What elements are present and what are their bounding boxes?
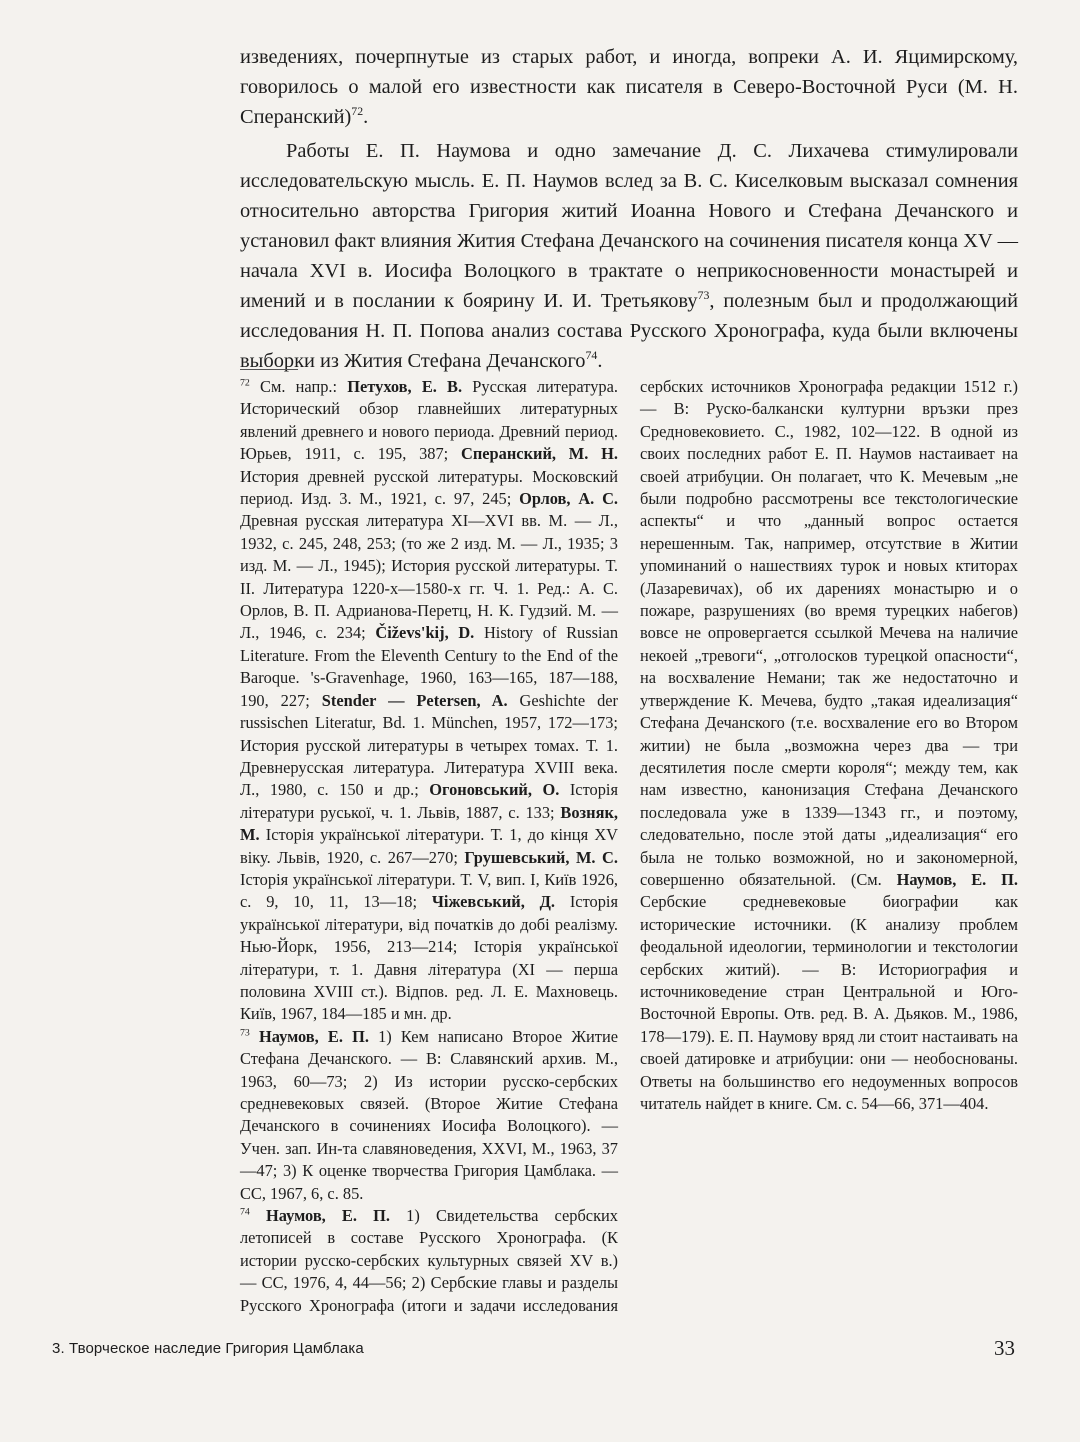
author-name: Возняк, М. [240,802,618,845]
footnote-number: 74 [240,1206,250,1218]
author-name: Орлов, А. С. [519,489,618,509]
footnote-ref-72[interactable]: 72 [351,104,364,119]
footnote-ref-73[interactable]: 73 [697,288,710,303]
paragraph-text: Работы Е. П. Наумова и одно замечание Д. С. Лихачева стимулировали исследовательскую мысль. Е. П. Наумов вслед за В. С. Киселковым высказал сомнения относительно авторства Григория житий Иоанна Нового и Стефана Дечанского и установил факт влияния Жития Стефана Дечанского на сочинения писателя конца XV — начала XVI в. Иосифа Волоцкого в трактате о неприкосновенности монастырей и имений и в послании к боярину И. И. Третьякову [240,140,1018,312]
footnotes [240,376,1018,1326]
footnote-72 [240,376,618,1026]
main-text [240,42,1018,376]
author-name: Грушевський, М. С. [464,847,618,867]
footnote-text: 1) Кем написано Второе Житие Стефана Дечанского. — В: Славянский архив. М., 1963, 60—73; 2) Из истории русско-сербских средневековых связей. (Второе Житие Стефана Дечанского в сочинениях Иосифа Волоцкого). — Учен. зап. Ин-та славяноведения, XXVI, М., 1963, 37—47; 3) К оценке творчества Григория Цамблака. — СС, 1967, 6, с. 85. [240,1026,618,1203]
paragraph-naumov [240,136,1018,376]
page-number: 33 [994,1336,1015,1360]
author-name: Чіжевський, Д. [431,892,556,912]
footnote-text: Древная русская литература XI—XVI вв. М. — Л., 1932, с. 245, 248, 253; (то же 2 изд. М. — Л., 1935; 3 изд. М. — Л., 1945); История русской литературы. Т. II. Литература 1220-х—1580-х гг. Ч. 1. Ред.: А. С. Орлов, В. П. Адрианова-Перетц, Н. К. Гудзий. М. — Л., 1946, с. 234; [240,511,618,643]
author-name: Петухов, Е. В. [347,377,463,396]
footnote-number: 73 [240,1027,250,1039]
footnote-text: Історія української літератури, від початків до добі реалізму. Нью-Йорк, 1956, 213—214; Історія української літератури, т. 1. Давня література (XI — перша половина XVIII ст.). Відпов. ред. Л. Е. Махновець. Київ, 1967, 184—185 и мн. др. [240,892,619,1024]
author-name: Čiževs'kij, D. [375,623,475,643]
footnote-text: История древней русской литературы. Московский период. Изд. 3. М., 1921, с. 97, 245; [240,466,618,509]
footnote-number: 72 [240,377,250,389]
footnote-73 [240,1026,618,1205]
author-name: Сперанский, М. Н. [461,444,618,464]
paragraph-continuation [240,42,1018,132]
paragraph-text: изведениях, почерпнутые из старых работ, и иногда, вопреки А. И. Яцимирскому, говорилось о малой его известности как писателя в Северо-Восточной Руси (М. Н. Сперанский) [240,46,1018,128]
running-footer: 3. Творческое наследие Григория Цамблака [52,1340,364,1357]
author-name: Stender — Petersen, A. [321,690,508,710]
footnote-text: Русская литература. Исторический обзор главнейших литературных явлений древнего и нового периода. Древний период. Юрьев, 1911, с. 195, 387; [240,377,618,464]
footnote-text: 1) Свидетельства сербских летописей в составе Русского Хронографа. (К истории русско-сербских культурных связей XV в.) — СС, 1976, 4, 44—56; 2) Сербские главы и разделы Русского Хронографа (итоги и задачи исследования сербских источников Хронографа редакции 1512 г.) — В: Руско-балкански културни връзки през Средновековието. С., 1982, 102—122. В одной из своих последних работ Е. П. Наумов настаивает на своей атрибуции. Он полагает, что К. Мечевым „не были подробно рассмотрены все текстологические аспекты“ и что „данный вопрос остается нерешенным. Так, например, отсутствие в Житии упоминаний о нашествиях турок и новых ктиторах (Лазаревичах), об их дарениях монастырю и о пожаре, разрушениях (во время турецких набегов) вовсе не опровергается ссылкой Мечева на наличие некоей „тревоги“, „отголосков турецкой опасности“, на восхваление Немани; так же недостаточно и утверждение К. Мечева, будто „такая идеализация“ Стефана Дечанского (т.е. восхваление его во Втором житии) не была „возможна через два — три десятилетия после смерти короля“; между тем, как нам известно, канонизация Стефана Дечанского последовала уже в 1339—1343 гг., и поэтому, следовательно, после этой даты „идеализация“ его была не только возможной, но и закономерной, совершенно обязательной. (См. [240,377,1018,1315]
footnote-text: См. напр.: [249,377,348,396]
footnote-text: Сербские средневековые биографии как исторические источники. (К анализу проблем феодальной идеологии, терминологии и текстологии сербских житий). — В: Историография и источниковедение стран Центральной и Юго-Восточной Европы. Отв. ред. В. А. Дьяков. М., 1986, 178—179). Е. П. Наумову вряд ли стоит настаивать на своей датировке и атрибуции: они — необоснованы. Ответы на большинство его недоуменных вопросов читатель найдет в книге. См. с. 54—66, 371—404. [640,892,1018,1113]
author-name: Огоновський, О. [429,780,560,800]
footnote-text: Geshichte der russischen Literatur, Bd. 1. München, 1957, 172—173; История русской литературы в четырех томах. Т. 1. Древнерусская литература. Литература XVIII века. Л., 1980, с. 150 и др.; [240,690,618,800]
author-name: Наумов, Е. П. [896,869,1018,889]
paragraph-end: . [597,350,603,372]
footnote-text: Історія української літератури. Т. 1, до кінця XV віку. Львів, 1920, с. 267—270; [240,825,618,867]
footnote-text: Історія літератури руської, ч. 1. Львів, 1887, с. 133; [240,780,619,822]
paragraph-text: , полезным был и продолжающий исследования Н. П. Попова анализ состава Русского Хронографа, куда были включены выборки из Жития Стефана Дечанского [240,290,1018,372]
footnote-text: History of Russian Literature. From the Eleventh Century to the End of the Baroque. 's-Gravenhage, 1960, 163—165, 187—188, 190, 227; [240,623,619,710]
footnote-divider [240,369,298,370]
footnote-text: Історія української літератури. Т. V, вип. I, Київ 1926, с. 9, 10, 11, 13—18; [240,869,618,912]
author-name: Наумов, Е. П. [266,1206,390,1226]
author-name: Наумов, Е. П. [258,1026,369,1046]
paragraph-end: . [363,106,369,128]
footnote-ref-74[interactable]: 74 [585,348,598,363]
